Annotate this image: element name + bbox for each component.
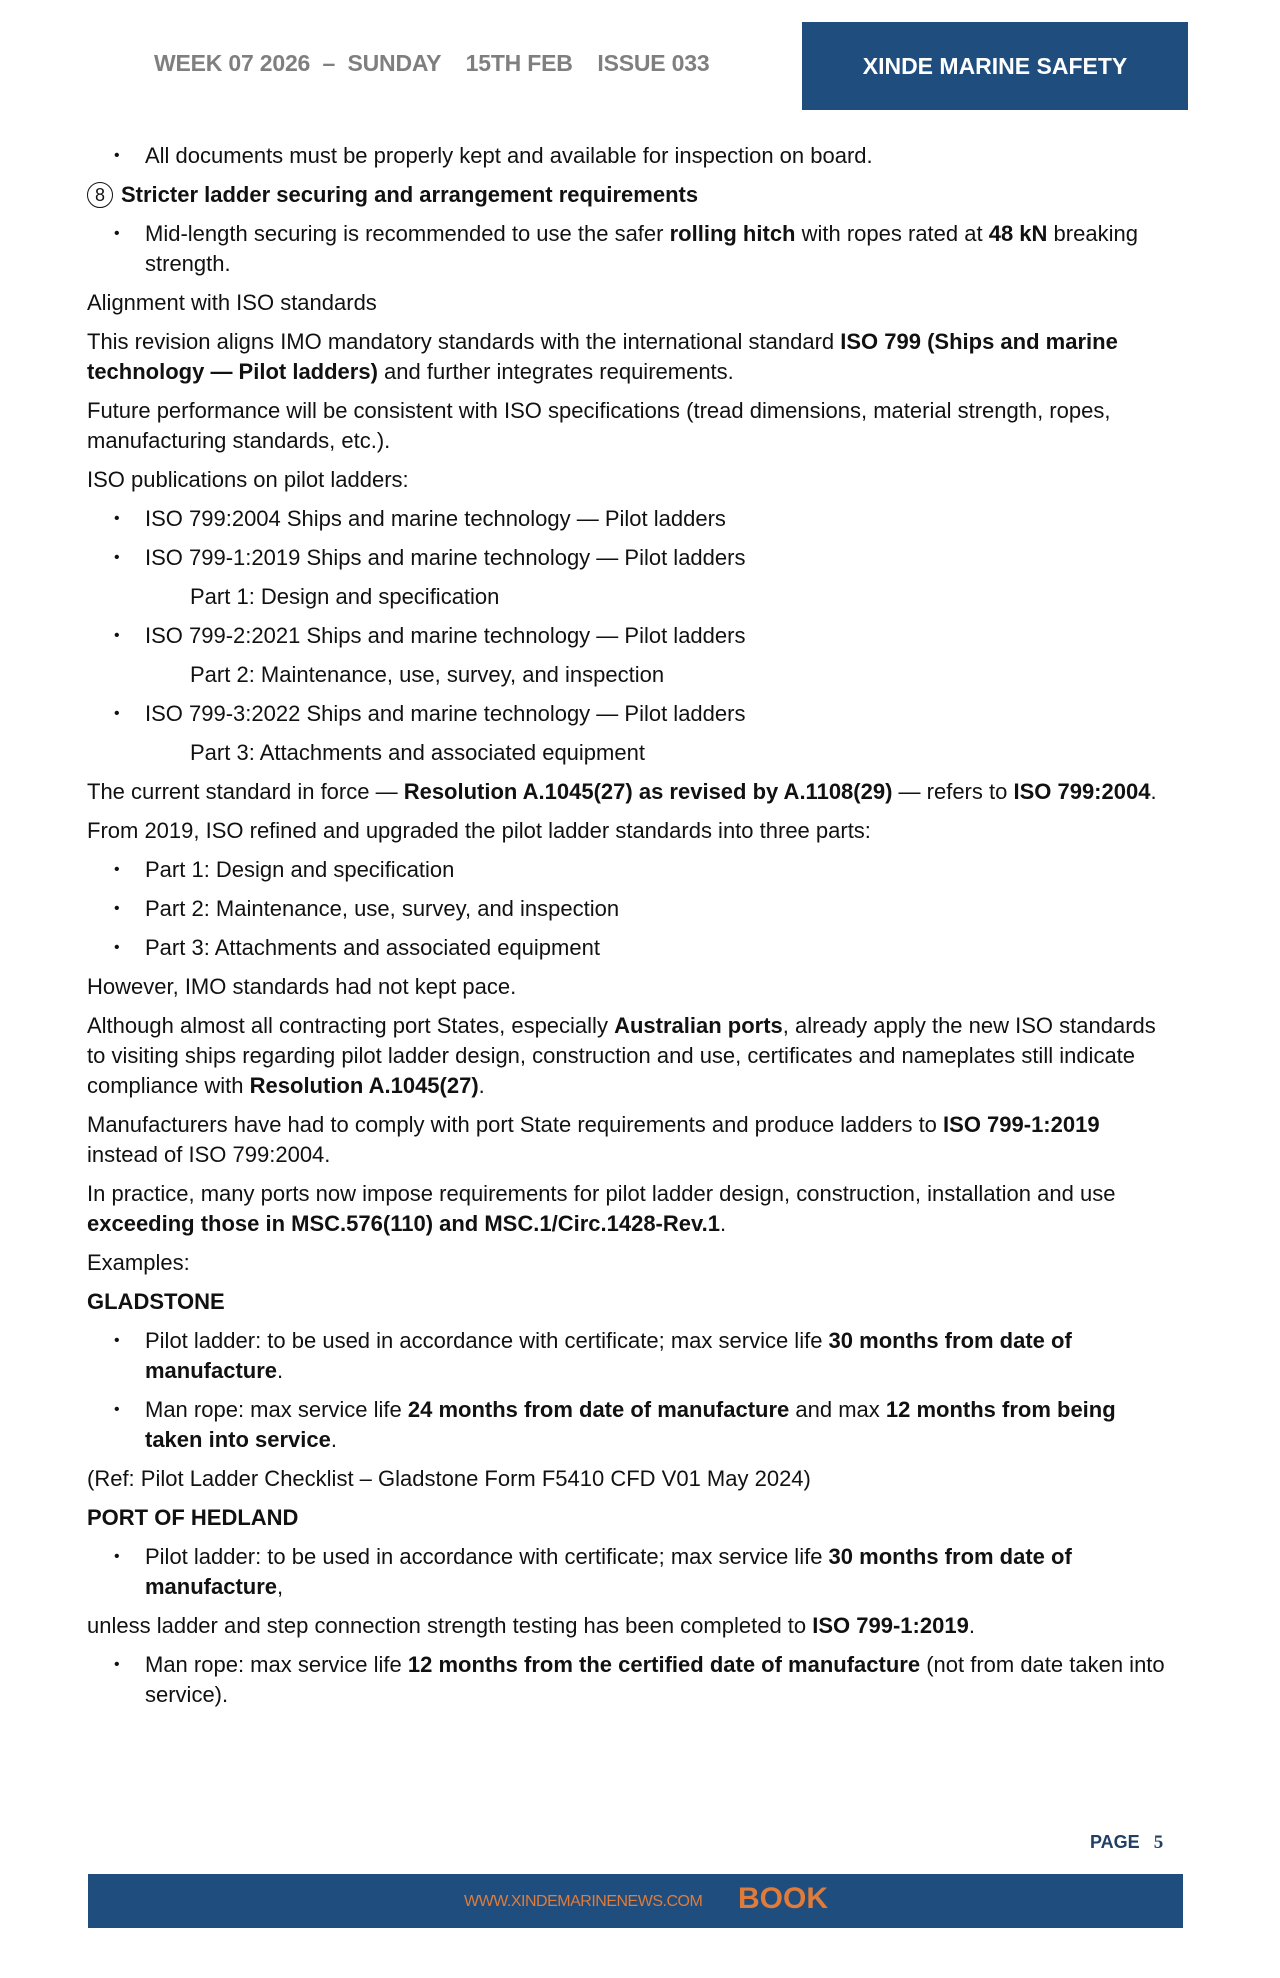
paragraph	[87, 1179, 1167, 1239]
text-run: instead of ISO 799:2004.	[87, 1142, 331, 1167]
list-item-text: Part 1: Design and specification	[145, 857, 455, 882]
footer-book-label: BOOK	[738, 1882, 828, 1915]
list-item-text: ISO 799-1:2019 Ships and marine technology — Pilot ladders	[145, 545, 746, 570]
list-item	[87, 504, 1167, 534]
text-run: with ropes rated at	[795, 221, 989, 246]
article-body	[87, 141, 1167, 1719]
text-run: Mid-length securing is recommended to use the safer	[145, 221, 670, 246]
bold-run: 48 kN	[988, 221, 1048, 246]
footer-banner	[88, 1874, 1183, 1928]
text-run: — refers to	[892, 779, 1014, 804]
bold-run: Resolution A.1045(27)	[249, 1073, 479, 1098]
list-item	[87, 621, 1167, 651]
text-run: Man rope: max service life	[145, 1397, 408, 1422]
bold-run: 12 months from the certified date of manufacture	[407, 1652, 921, 1677]
bold-run: rolling hitch	[669, 221, 796, 246]
text-run: .	[1150, 779, 1157, 804]
paragraph	[87, 1011, 1167, 1101]
bullet-icon: •	[114, 705, 120, 722]
list-item	[87, 543, 1167, 573]
list-item	[87, 855, 1167, 885]
paragraph	[87, 1611, 1167, 1641]
bullet-icon: •	[114, 939, 120, 956]
bullet-icon: •	[114, 549, 120, 566]
paragraph: Examples:	[87, 1250, 190, 1275]
paragraph	[87, 777, 1167, 807]
bullet-icon: •	[114, 900, 120, 917]
list-item-text: Part 3: Attachments and associated equipment	[145, 935, 600, 960]
bold-run: ISO 799-1:2019	[943, 1112, 1100, 1137]
bold-run: Australian ports	[614, 1013, 783, 1038]
text-run: breaking strength.	[145, 221, 1138, 276]
list-item-text: Part 2: Maintenance, use, survey, and inspection	[145, 896, 620, 921]
bullet-icon: •	[114, 627, 120, 644]
list-subtext: Part 1: Design and specification	[190, 584, 500, 609]
page-number-value: 5	[1153, 1832, 1164, 1853]
list-item-text: ISO 799-3:2022 Ships and marine technology — Pilot ladders	[145, 701, 746, 726]
list-item	[87, 1542, 1167, 1602]
paragraph: ISO publications on pilot ladders:	[87, 467, 409, 492]
text-run: (not from date taken into service).	[145, 1652, 1165, 1707]
text-run: , already apply the new ISO standards to visiting ships regarding pilot ladder design, construction and use, certificates and nameplates still indicate compliance with	[87, 1013, 1156, 1098]
list-item	[87, 1650, 1167, 1710]
text-run: .	[277, 1358, 284, 1383]
bold-run: 30 months from date of manufacture	[145, 1544, 1072, 1599]
port-heading-gladstone: GLADSTONE	[87, 1289, 225, 1314]
text-run: unless ladder and step connection strength testing has been completed to	[87, 1613, 813, 1638]
page-label: PAGE	[1090, 1832, 1140, 1852]
text-run: .	[719, 1211, 727, 1236]
bold-run: ISO 799 (Ships and marine technology — Pilot ladders)	[87, 329, 1118, 384]
bold-run: ISO 799:2004	[1013, 779, 1151, 804]
paragraph	[87, 1110, 1167, 1170]
text-run: This revision aligns IMO mandatory standards with the international standard	[87, 329, 841, 354]
text-run: In practice, many ports now impose requirements for pilot ladder design, construction, installation and use	[87, 1181, 1116, 1206]
list-item	[87, 141, 1167, 171]
section-heading	[87, 180, 1167, 210]
bold-run: ISO 799-1:2019	[812, 1613, 969, 1638]
issue-line: WEEK 07 2026 – SUNDAY 15TH FEB ISSUE 033	[154, 50, 710, 76]
text-run: and further integrates requirements.	[377, 359, 734, 384]
list-item-text: ISO 799-2:2021 Ships and marine technology — Pilot ladders	[145, 623, 746, 648]
paragraph: Future performance will be consistent with ISO specifications (tread dimensions, material strength, ropes, manufacturing standards, etc.).	[87, 398, 1111, 453]
text-run: Pilot ladder: to be used in accordance with certificate; max service life	[145, 1544, 829, 1569]
list-item	[87, 894, 1167, 924]
list-item	[87, 219, 1167, 279]
circled-number-icon: 8	[87, 182, 113, 208]
paragraph: However, IMO standards had not kept pace.	[87, 974, 517, 999]
paragraph: Alignment with ISO standards	[87, 290, 377, 315]
list-item	[87, 933, 1167, 963]
section-title: Stricter ladder securing and arrangement requirements	[121, 182, 699, 207]
website-link[interactable]: WWW.XINDEMARINENEWS.COM	[464, 1893, 703, 1910]
text-run: Pilot ladder: to be used in accordance with certificate; max service life	[145, 1328, 829, 1353]
page-number	[1090, 1832, 1163, 1854]
bullet-icon: •	[114, 1548, 120, 1565]
text-run: Man rope: max service life	[145, 1652, 408, 1677]
list-subtext: Part 2: Maintenance, use, survey, and inspection	[190, 662, 665, 687]
text-run: ,	[277, 1574, 284, 1599]
list-item-text: All documents must be properly kept and available for inspection on board.	[145, 143, 873, 168]
text-run: Although almost all contracting port States, especially	[87, 1013, 615, 1038]
port-heading-hedland: PORT OF HEDLAND	[87, 1505, 299, 1530]
brand-banner	[802, 22, 1188, 110]
bullet-icon: •	[114, 861, 120, 878]
bullet-icon: •	[114, 147, 120, 164]
bullet-icon: •	[114, 225, 120, 242]
bullet-icon: •	[114, 1656, 120, 1673]
bold-run: 12 months from being taken into service	[145, 1397, 1116, 1452]
text-run: and max	[789, 1397, 886, 1422]
bullet-icon: •	[114, 1332, 120, 1349]
text-run: .	[968, 1613, 975, 1638]
bold-run: exceeding those in MSC.576(110) and MSC.1/Circ.1428-Rev.1	[87, 1211, 720, 1236]
text-run: .	[478, 1073, 485, 1098]
bullet-icon: •	[114, 510, 120, 527]
paragraph	[87, 327, 1167, 387]
brand-title: XINDE MARINE SAFETY	[862, 52, 1128, 79]
list-item-text: ISO 799:2004 Ships and marine technology — Pilot ladders	[145, 506, 726, 531]
bold-run: 24 months from date of manufacture	[407, 1397, 790, 1422]
list-subtext: Part 3: Attachments and associated equipment	[190, 740, 645, 765]
text-run: .	[330, 1427, 337, 1452]
bold-run: 30 months from date of manufacture	[145, 1328, 1072, 1383]
reference-note: (Ref: Pilot Ladder Checklist – Gladstone Form F5410 CFD V01 May 2024)	[87, 1466, 811, 1491]
list-item	[87, 699, 1167, 729]
list-item	[87, 1395, 1167, 1455]
text-run: The current standard in force —	[87, 779, 404, 804]
text-run: Manufacturers have had to comply with port State requirements and produce ladders to	[87, 1112, 944, 1137]
bold-run: Resolution A.1045(27) as revised by A.1108(29)	[403, 779, 893, 804]
bullet-icon: •	[114, 1401, 120, 1418]
paragraph: From 2019, ISO refined and upgraded the pilot ladder standards into three parts:	[87, 818, 871, 843]
list-item	[87, 1326, 1167, 1386]
